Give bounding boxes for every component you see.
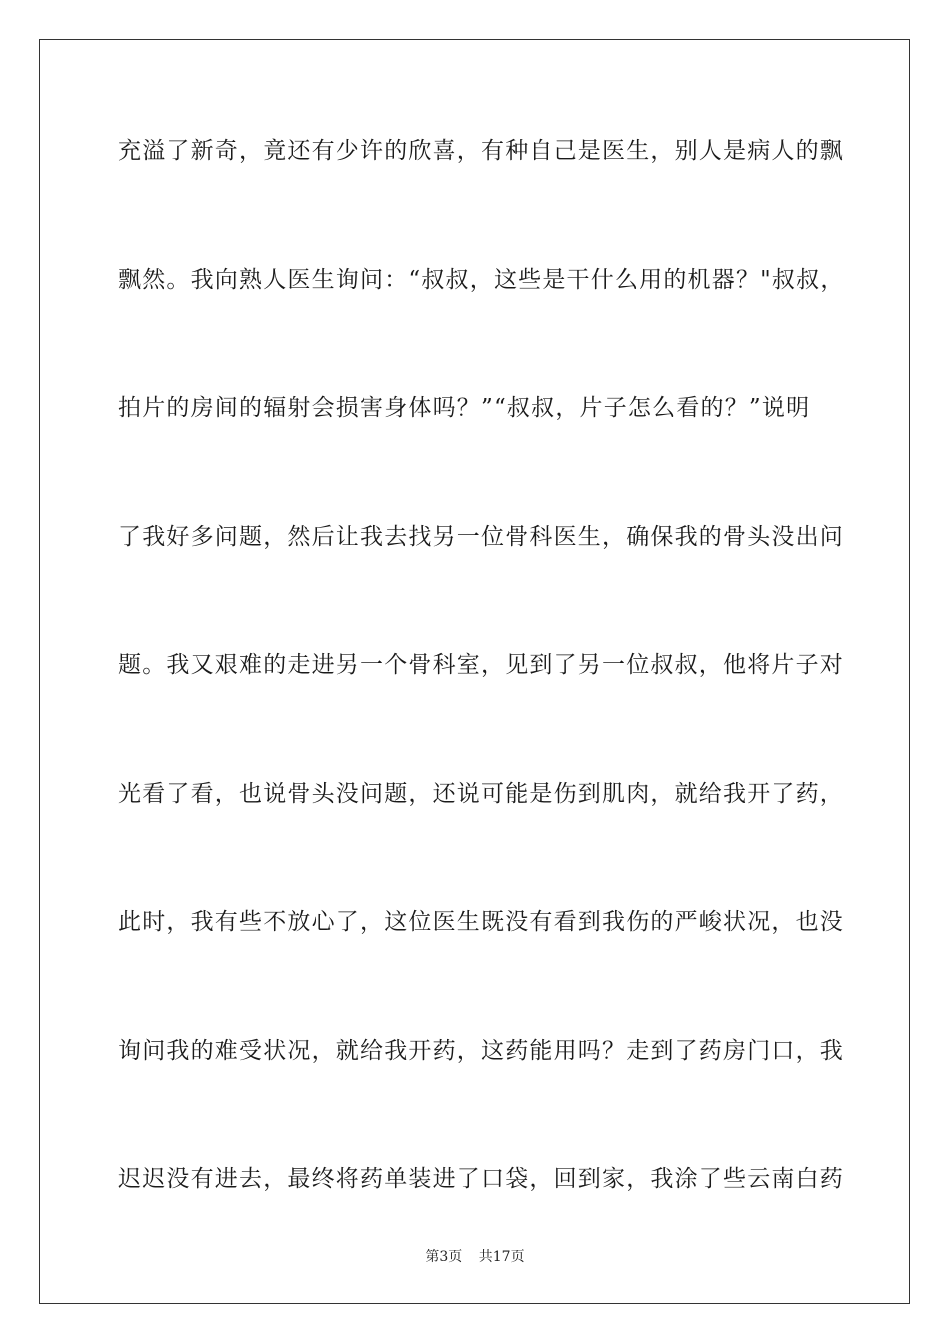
text-line-4: 了我好多问题，然后让我去找另一位骨科医生，确保我的骨头没出问 [118, 523, 844, 550]
text-line-8: 询问我的难受状况，就给我开药，这药能用吗？走到了药房门口，我 [118, 1037, 844, 1064]
text-line-5: 题。我又艰难的走进另一个骨科室，见到了另一位叔叔，他将片子对 [118, 652, 844, 678]
page-footer [0, 1246, 950, 1266]
text-line-9: 迟迟没有进去，最终将药单装进了口袋，回到家，我涂了些云南白药 [118, 1166, 844, 1192]
text-line-1: 充溢了新奇，竟还有少许的欣喜，有种自己是医生，别人是病人的飘 [118, 138, 844, 164]
page-total: 共17页 [478, 1249, 525, 1265]
text-line-2: 飘然。我向熟人医生询问：“叔叔，这些是干什么用的机器？"叔叔， [118, 266, 845, 293]
page-number: 第3页 [425, 1249, 463, 1265]
text-line-6: 光看了看，也说骨头没问题，还说可能是伤到肌肉，就给我开了药， [118, 780, 844, 807]
text-line-3: 拍片的房间的辐射会损害身体吗？”“叔叔，片子怎么看的？”说明 [118, 395, 811, 421]
text-line-7: 此时，我有些不放心了，这位医生既没有看到我伤的严峻状况，也没 [118, 909, 844, 935]
document-body [118, 124, 845, 1281]
